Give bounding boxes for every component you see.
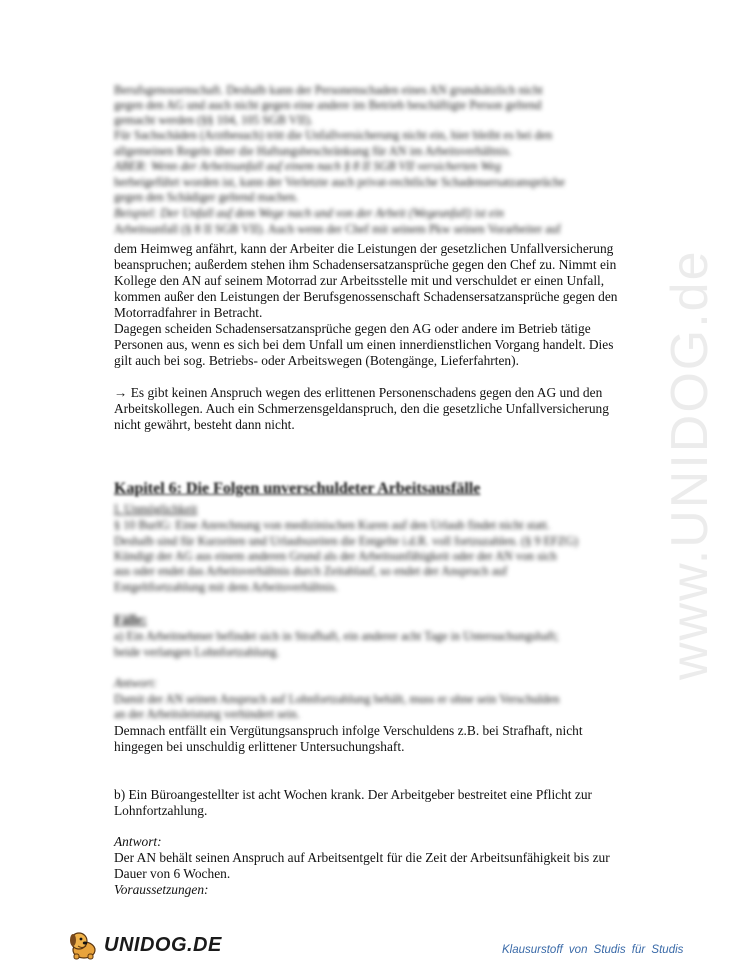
section-subheading: I. Unmöglichkeit <box>114 502 198 516</box>
text-line: b) Ein Büroangestellter ist acht Wochen krank. Der Arbeitgeber bestreitet eine Pflicht zur <box>114 787 592 802</box>
logo-text: UNIDOG.DE <box>104 933 222 956</box>
text-line: gegen den AG und auch nicht gegen eine andere im Betrieb beschäftigte Person geltend <box>114 98 542 112</box>
text-line: → Es gibt keinen Anspruch wegen des erlittenen Personenschadens gegen den AG und den <box>114 385 603 400</box>
text-line: hingegen bei unschuldig erlittener Untersuchungshaft. <box>114 739 405 754</box>
answer-label: Antwort: <box>114 834 162 849</box>
footer-logo[interactable] <box>66 930 222 960</box>
text-line: Kündigt der AG aus einem anderen Grund als der Arbeitsunfähigkeit oder der AN von sich <box>114 549 557 563</box>
text-line: gilt auch bei sog. Betriebs- oder Arbeitswegen (Botengänge, Lieferfahrten). <box>114 353 519 368</box>
watermark: www.UNIDOG.de <box>661 249 719 680</box>
text-line: Damit der AN seinen Anspruch auf Lohnfortzahlung behält, muss er ohne sein Verschulden <box>114 692 560 706</box>
text-line: dem Heimweg anfährt, kann der Arbeiter die Leistungen der gesetzlichen Unfallversicherung <box>114 241 614 256</box>
text-line: Dagegen scheiden Schadensersatzansprüche gegen den AG oder andere im Betrieb tätige <box>114 321 591 336</box>
text-line: Berufsgenossenschaft. Deshalb kann der Personenschaden eines AN grundsätzlich nicht <box>114 83 543 97</box>
text-line: Lohnfortzahlung. <box>114 803 208 818</box>
prerequisites-label: Voraussetzungen: <box>114 882 209 897</box>
text-line: gemacht werden (§§ 104, 105 SGB VII). <box>114 113 313 127</box>
chapter-heading: Kapitel 6: Die Folgen unverschuldeter Arbeitsausfälle <box>114 480 481 497</box>
text-line: Dauer von 6 Wochen. <box>114 866 231 881</box>
text-line: ABER: Wenn der Arbeitsunfall auf einem nach § 8 II SGB VII versicherten Weg <box>114 159 502 173</box>
text-line: aus oder endet das Arbeitsverhältnis durch Zeitablauf, so endet der Anspruch auf <box>114 564 508 578</box>
text-line: Deshalb sind für Kurzeiten und Urlaubszeiten die Entgelte i.d.R. voll fortzuzahlen. (§ 9 EFZG) <box>114 534 579 548</box>
text-line: an der Arbeitsleistung verhindert sein. <box>114 707 300 721</box>
text-line: Kollege den AN auf seinem Motorrad zur Arbeitsstelle mit und verschuldet er einen Unfall, <box>114 273 605 288</box>
text-line: gegen den Schädiger geltend machen. <box>114 190 299 204</box>
text-line: Der AN behält seinen Anspruch auf Arbeitsentgelt für die Zeit der Arbeitsunfähigkeit bis zur <box>114 850 610 865</box>
text-line: nicht gewährt, besteht dann nicht. <box>114 417 295 432</box>
text-line: Arbeitskollegen. Auch ein Schmerzensgeldanspruch, den die gesetzliche Unfallversicherung <box>114 401 609 416</box>
text-line: beanspruchen; außerdem stehen ihm Schadensersatzansprüche gegen den Chef zu. Nimmt ein <box>114 257 617 272</box>
footer-slogan: Klausurstoff von Studis für Studis <box>502 944 684 956</box>
text-line: Entgeltfortzahlung mit dem Arbeitsverhältnis. <box>114 580 339 594</box>
text-line: Arbeitsunfall (§ 8 II SGB VII). Auch wenn der Chef mit seinem Pkw seinen Vorarbeiter auf <box>114 222 561 236</box>
text-line: beide verlangen Lohnfortzahlung. <box>114 645 280 659</box>
text-line: Beispiel: Der Unfall auf dem Wege nach und von der Arbeit (Wegeunfall) ist ein <box>114 206 504 220</box>
cases-heading: Fälle: <box>114 612 147 627</box>
text-line: Für Sachschäden (Arztbesuch) tritt die Unfallversicherung nicht ein, hier bleibt es bei den <box>114 128 553 142</box>
answer-label: Antwort: <box>114 676 158 690</box>
text-line: herbeigeführt worden ist, kann der Verletzte auch privat-rechtliche Schadensersatzansprüche <box>114 175 565 189</box>
text-line: Motorradfahrer in Betracht. <box>114 305 263 320</box>
text-line: Demnach entfällt ein Vergütungsanspruch infolge Verschuldens z.B. bei Strafhaft, nicht <box>114 723 583 738</box>
text-line: kommen außer den Leistungen der Berufsgenossenschaft Schadensersatzansprüche gegen den <box>114 289 618 304</box>
text-line: a) Ein Arbeitnehmer befindet sich in Strafhaft, ein anderer acht Tage in Untersuchungshaft; <box>114 629 559 643</box>
text-line: Personen aus, wenn es sich bei dem Unfall um einen innerdienstlichen Vorgang handelt. Dies <box>114 337 614 352</box>
text-line: § 10 BurlG: Eine Anrechnung von medizinischen Kuren auf den Urlaub findet nicht statt. <box>114 518 550 532</box>
dog-mascot-icon <box>66 930 100 960</box>
text-line: allgemeinen Regeln über die Haftungsbeschränkung für AN im Arbeitsverhältnis. <box>114 144 512 158</box>
